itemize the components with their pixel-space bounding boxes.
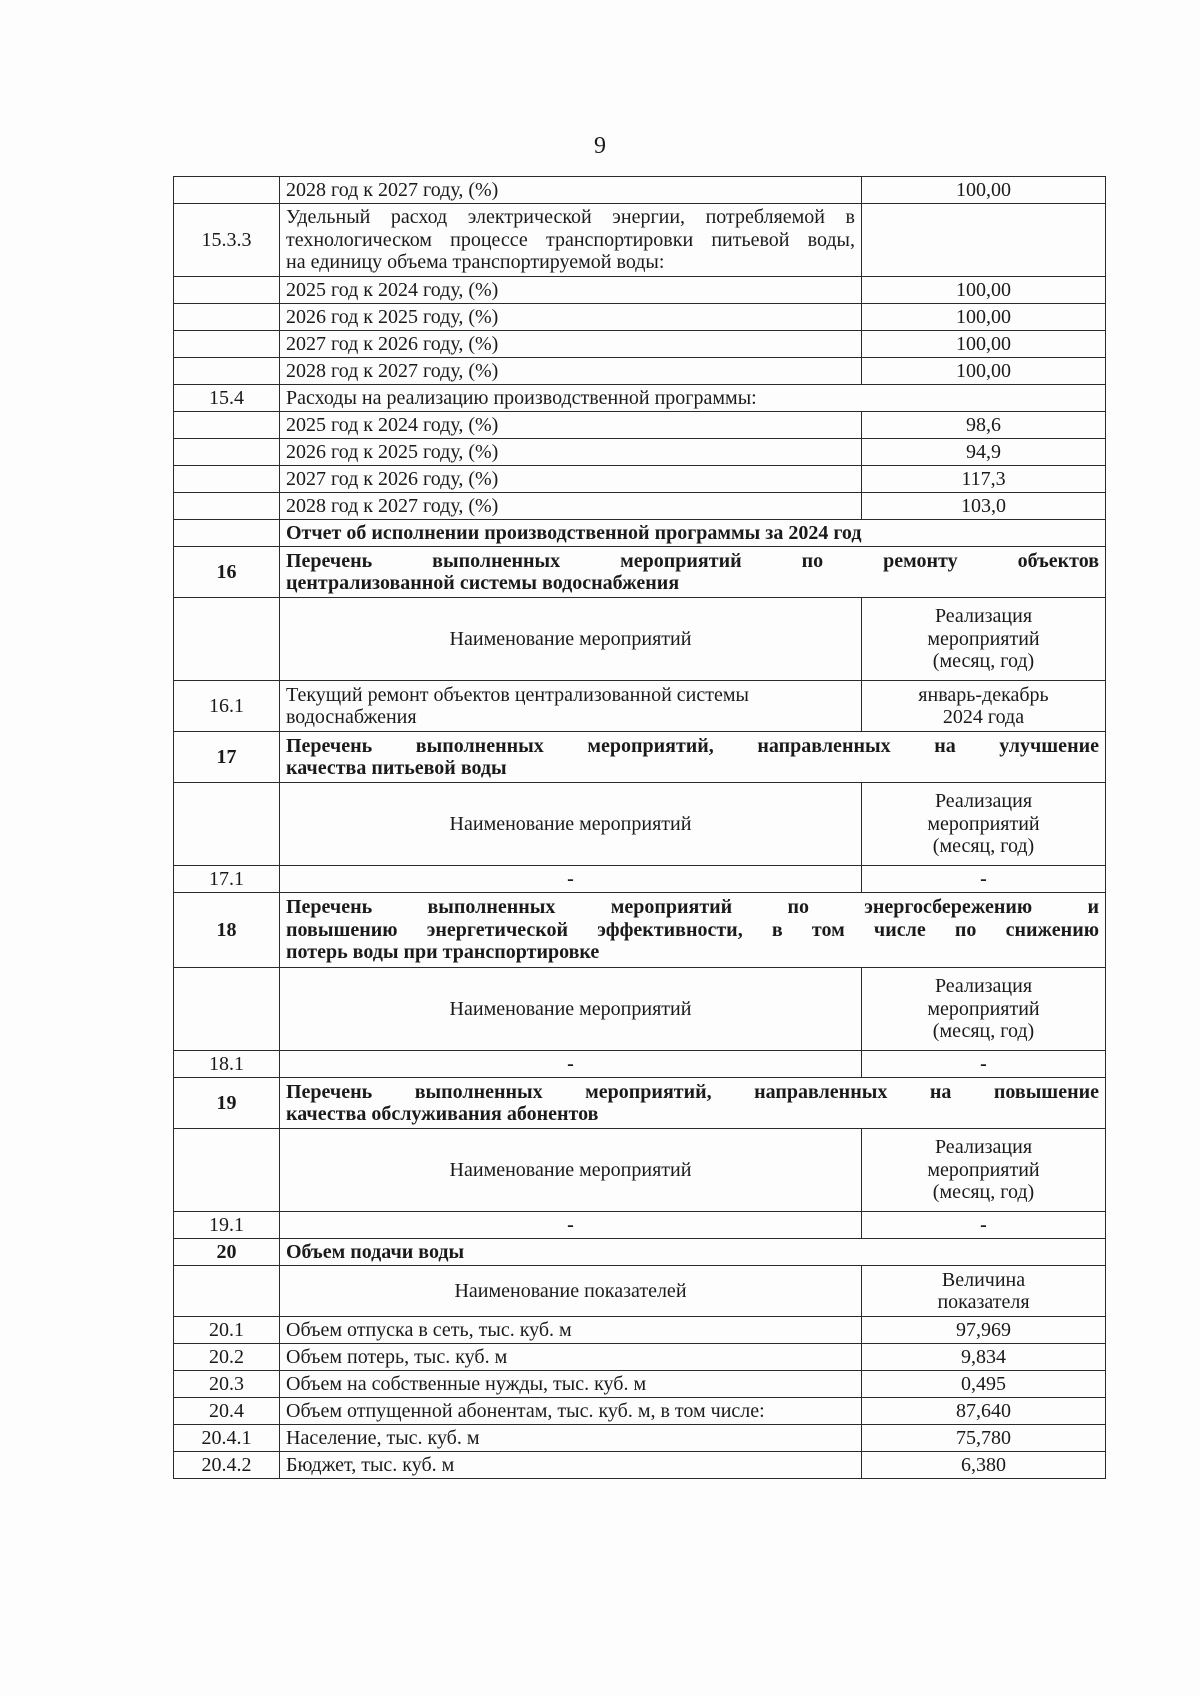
row-number: 15.4	[174, 385, 280, 412]
section-number: 16	[174, 547, 280, 598]
activity-name-header: Наименование мероприятий	[280, 968, 862, 1051]
row-text: Объем отпущенной абонентам, тыс. куб. м, в том числе:	[280, 1398, 862, 1425]
row-text: 2026 год к 2025 году, (%)	[280, 439, 862, 466]
section-number: 17	[174, 732, 280, 783]
row-period: январь-декабрь 2024 года	[862, 681, 1106, 732]
row-text-line: на единицу объема транспортируемой воды:	[286, 251, 665, 274]
section-header	[174, 547, 1106, 598]
row-number: 20.1	[174, 1317, 280, 1344]
table-row	[174, 466, 1106, 493]
row-value: 75,780	[862, 1425, 1106, 1452]
table-row	[174, 1317, 1106, 1344]
section-title: Перечень выполненных мероприятий, направленных на повышение качества обслуживания абонентов	[280, 1078, 1106, 1129]
row-text: 2028 год к 2027 году, (%)	[280, 358, 862, 385]
table-row	[174, 331, 1106, 358]
table-row	[174, 1051, 1106, 1078]
row-text: 2028 год к 2027 году, (%)	[280, 177, 862, 204]
table-row	[174, 412, 1106, 439]
page-number: 9	[594, 133, 606, 159]
section-number: 18	[174, 893, 280, 968]
row-value: 103,0	[862, 493, 1106, 520]
column-header-row	[174, 968, 1106, 1051]
row-number	[174, 358, 280, 385]
section-title	[280, 547, 1106, 598]
table-row	[174, 439, 1106, 466]
indicator-value-header: Величина показателя	[862, 1266, 1106, 1317]
activity-period-header: Реализация мероприятий (месяц, год)	[862, 598, 1106, 681]
table-row	[174, 177, 1106, 204]
activity-period-header: Реализация мероприятий (месяц, год)	[862, 783, 1106, 866]
row-text: -	[280, 866, 862, 893]
section-number: 20	[174, 1239, 280, 1266]
row-number: 20.4.2	[174, 1452, 280, 1479]
table-row	[174, 1212, 1106, 1239]
row-period: -	[862, 1051, 1106, 1078]
row-number	[174, 304, 280, 331]
section-header	[174, 893, 1106, 968]
table-row	[174, 520, 1106, 547]
row-number	[174, 493, 280, 520]
row-text: -	[280, 1051, 862, 1078]
row-text: 2027 год к 2026 году, (%)	[280, 331, 862, 358]
row-value: 6,380	[862, 1452, 1106, 1479]
row-text: 2025 год к 2024 году, (%)	[280, 412, 862, 439]
activity-name-header: Наименование мероприятий	[280, 1129, 862, 1212]
row-text: Объем потерь, тыс. куб. м	[280, 1344, 862, 1371]
table-row	[174, 358, 1106, 385]
activity-period-header: Реализация мероприятий (месяц, год)	[862, 968, 1106, 1051]
row-text: Объем на собственные нужды, тыс. куб. м	[280, 1371, 862, 1398]
section-title-line: Перечень выполненных мероприятий по ремонту объектов	[286, 549, 1099, 572]
row-value: 100,00	[862, 358, 1106, 385]
row-number: 17.1	[174, 866, 280, 893]
column-header-row	[174, 1266, 1106, 1317]
table-row	[174, 385, 1106, 412]
row-number: 18.1	[174, 1051, 280, 1078]
row-number: 19.1	[174, 1212, 280, 1239]
row-text: 2027 год к 2026 году, (%)	[280, 466, 862, 493]
indicator-name-header: Наименование показателей	[280, 1266, 862, 1317]
row-value: 97,969	[862, 1317, 1106, 1344]
row-text: 2028 год к 2027 году, (%)	[280, 493, 862, 520]
activity-period-header: Реализация мероприятий (месяц, год)	[862, 1129, 1106, 1212]
column-header-row	[174, 598, 1106, 681]
row-period: -	[862, 1212, 1106, 1239]
row-text: 2025 год к 2024 году, (%)	[280, 277, 862, 304]
section-header	[174, 732, 1106, 783]
activity-name-header: Наименование мероприятий	[280, 783, 862, 866]
row-number	[174, 466, 280, 493]
section-title: Объем подачи воды	[280, 1239, 1106, 1266]
row-value: 98,6	[862, 412, 1106, 439]
column-header-row	[174, 1129, 1106, 1212]
row-text-line: Удельный расход электрической энергии, потребляемой в	[286, 206, 855, 229]
row-text: Расходы на реализацию производственной программы:	[280, 385, 1106, 412]
row-text: Объем отпуска в сеть, тыс. куб. м	[280, 1317, 862, 1344]
row-value: 9,834	[862, 1344, 1106, 1371]
section-header	[174, 1239, 1106, 1266]
row-value: 100,00	[862, 331, 1106, 358]
row-text	[280, 204, 862, 277]
row-number	[174, 331, 280, 358]
production-program-table	[173, 176, 1106, 1479]
row-number: 20.2	[174, 1344, 280, 1371]
table-row	[174, 1344, 1106, 1371]
table-row	[174, 304, 1106, 331]
row-number: 20.3	[174, 1371, 280, 1398]
section-title-line: централизованной системы водоснабжения	[286, 572, 680, 594]
row-number	[174, 177, 280, 204]
row-text: Текущий ремонт объектов централизованной системы водоснабжения	[280, 681, 862, 732]
row-number	[174, 412, 280, 439]
table-row	[174, 277, 1106, 304]
row-number: 20.4	[174, 1398, 280, 1425]
row-value: 117,3	[862, 466, 1106, 493]
table-row	[174, 681, 1106, 732]
row-value: 100,00	[862, 177, 1106, 204]
column-header-row	[174, 783, 1106, 866]
row-text: Население, тыс. куб. м	[280, 1425, 862, 1452]
table-row	[174, 1398, 1106, 1425]
row-number: 20.4.1	[174, 1425, 280, 1452]
row-value: 94,9	[862, 439, 1106, 466]
row-number	[174, 277, 280, 304]
row-number: 16.1	[174, 681, 280, 732]
activity-name-header: Наименование мероприятий	[280, 598, 862, 681]
row-value: 87,640	[862, 1398, 1106, 1425]
section-number: 19	[174, 1078, 280, 1129]
table-row	[174, 493, 1106, 520]
row-period: -	[862, 866, 1106, 893]
row-text: -	[280, 1212, 862, 1239]
report-title: Отчет об исполнении производственной программы за 2024 год	[280, 520, 1106, 547]
row-text: 2026 год к 2025 году, (%)	[280, 304, 862, 331]
table-row	[174, 1371, 1106, 1398]
table-row	[174, 1452, 1106, 1479]
row-number	[174, 439, 280, 466]
row-value: 100,00	[862, 304, 1106, 331]
row-text-line: технологическом процессе транспортировки питьевой воды,	[286, 228, 855, 251]
table-row	[174, 1425, 1106, 1452]
row-value: 0,495	[862, 1371, 1106, 1398]
table-row	[174, 204, 1106, 277]
row-number: 15.3.3	[174, 204, 280, 277]
row-value: 100,00	[862, 277, 1106, 304]
row-text: Бюджет, тыс. куб. м	[280, 1452, 862, 1479]
section-title: Перечень выполненных мероприятий, направленных на улучшение качества питьевой воды	[280, 732, 1106, 783]
row-value	[862, 204, 1106, 277]
section-title: Перечень выполненных мероприятий по энергосбережению и повышению энергетической эффективности, в том числе по снижению потерь воды при транспортировке	[280, 893, 1106, 968]
section-header	[174, 1078, 1106, 1129]
table-row	[174, 866, 1106, 893]
